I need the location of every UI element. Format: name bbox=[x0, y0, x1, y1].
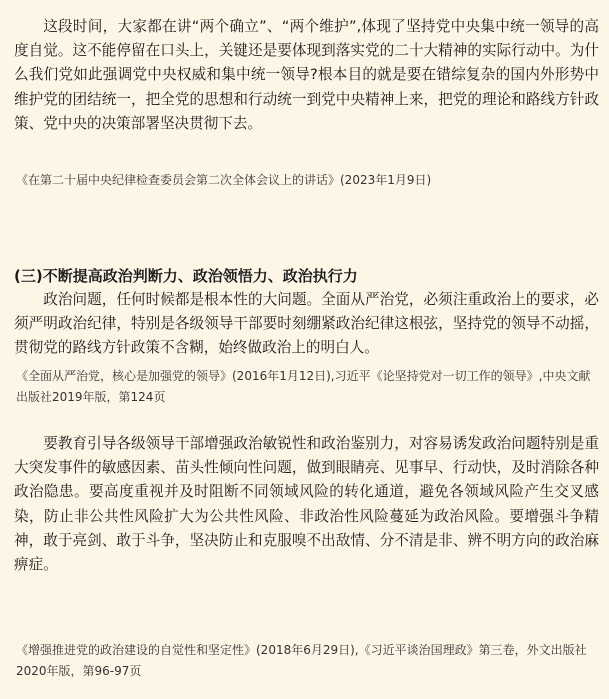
source-citation-3: 《增强推进党的政治建设的自觉性和坚定性》(2018年6月29日),《习近平谈治国理政》第三卷，外文出版社2020年版，第96-97页 bbox=[16, 643, 587, 678]
body-paragraph-1: 这段时间，大家都在讲“两个确立”、“两个维护”,体现了坚持党中央集中统一领导的高度自觉。这不能停留在口头上，关键还是要体现到落实党的二十大精神的实际行动中。为什么我们党如此强调党中央权威和集中统一领导?根本目的就是要在错综复杂的国内外形势中维护党的团结统一，把全党的思想和行动统一到党中央精神上来，把党的理论和路线方针政策、党中央的决策部署坚决贯彻下去。 bbox=[14, 18, 599, 132]
section-heading: (三)不断提高政治判断力、政治领悟力、政治执行力 bbox=[14, 267, 358, 285]
source-citation-2: 《全面从严治党，核心是加强党的领导》(2016年1月12日),习近平《论坚持党对一切工作的领导》,中央文献出版社2019年版，第124页 bbox=[16, 369, 591, 404]
source-citation-1: 《在第二十届中央纪律检查委员会第二次全体会议上的讲话》(2023年1月9日) bbox=[16, 173, 432, 187]
body-paragraph-3: 要教育引导各级领导干部增强政治敏锐性和政治鉴别力，对容易诱发政治问题特别是重大突发事件的敏感因素、苗头性倾向性问题，做到眼睛亮、见事早、行动快，及时消除各种政治隐患。要高度重视并及时阻断不同领域风险的转化通道，避免各领域风险产生交叉感染，防止非公共性风险扩大为公共性风险、非政治性风险蔓延为政治风险。要增强斗争精神，敢于亮剑、敢于斗争，坚决防止和克服嗅不出敌情、分不清是非、辨不明方向的政治麻痹症。 bbox=[14, 435, 599, 574]
body-paragraph-2: 政治问题，任何时候都是根本性的大问题。全面从严治党，必须注重政治上的要求，必须严明政治纪律，特别是各级领导干部要时刻绷紧政治纪律这根弦，坚持党的领导不动摇，贯彻党的路线方针政策不含糊，始终做政治上的明白人。 bbox=[14, 291, 599, 357]
